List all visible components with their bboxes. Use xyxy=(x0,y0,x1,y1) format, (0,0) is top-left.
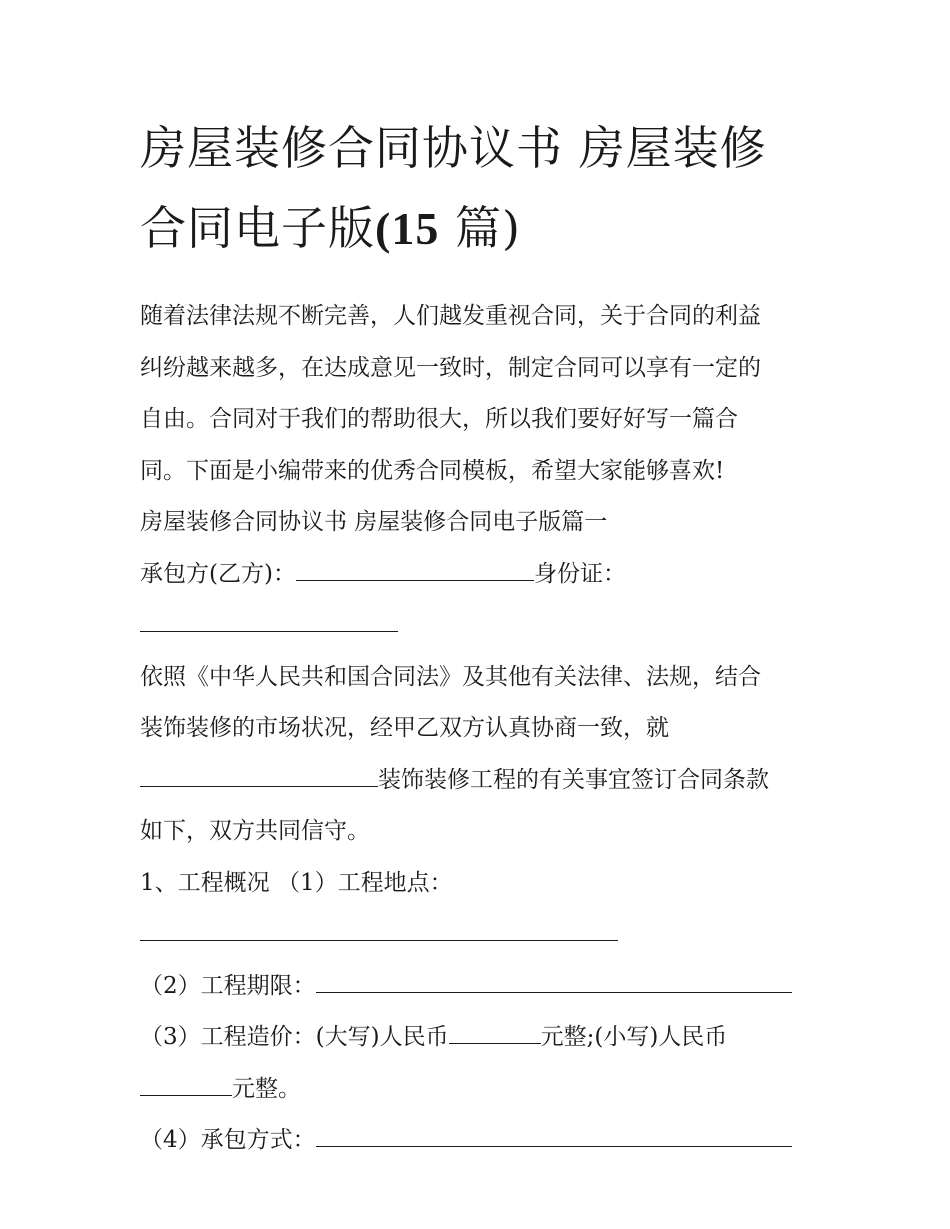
basis-line-1: 依照《中华人民共和国合同法》及其他有关法律、法规，结合 xyxy=(140,663,761,690)
title-line-2: 合同电子版 xyxy=(140,201,375,255)
contract-method-blank xyxy=(316,1123,792,1147)
site-address-blank xyxy=(140,917,618,941)
title-count: (15 xyxy=(375,203,440,254)
basis-line-3-text: 装饰装修工程的有关事宜签订合同条款 xyxy=(378,766,769,793)
contract-method-label: （4）承包方式： xyxy=(140,1127,316,1153)
clause1-item3 xyxy=(140,1012,820,1064)
basis-line-3 xyxy=(140,755,820,807)
contractor-name-blank xyxy=(296,557,534,581)
id-card-line xyxy=(140,600,820,652)
intro-line-1: 随着法律法规不断完善，人们越发重视合同，关于合同的利益 xyxy=(140,303,761,329)
duration-blank xyxy=(316,969,792,993)
clause1-heading: 1、工程概况 （1）工程地点： xyxy=(140,869,453,896)
intro-line-2: 纠纷越来越多，在达成意见一致时，制定合同可以享有一定的 xyxy=(140,354,761,381)
intro-line-4: 同。下面是小编带来的优秀合同模板，希望大家能够喜欢! xyxy=(140,457,725,484)
clause1-item4 xyxy=(140,1115,820,1167)
section-heading: 房屋装修合同协议书 房屋装修合同电子版篇一 xyxy=(140,509,608,535)
document-title xyxy=(140,108,820,269)
clause1-item2 xyxy=(140,961,820,1013)
intro-line-3: 自由。合同对于我们的帮助很大，所以我们要好好写一篇合 xyxy=(140,406,738,432)
cost-lowercase-blank xyxy=(140,1072,232,1096)
duration-label: （2）工程期限： xyxy=(140,972,316,999)
id-card-blank xyxy=(140,608,398,632)
cost-label: （3）工程造价：(大写)人民币 xyxy=(140,1024,449,1050)
basis-line-2: 装饰装修的市场状况，经甲乙双方认真协商一致，就 xyxy=(140,715,669,741)
title-line-1: 房屋装修合同协议书 房屋装修 xyxy=(140,121,767,175)
contractor-label: 承包方(乙方)： xyxy=(140,560,296,587)
cost-middle-text: 元整;(小写)人民币 xyxy=(540,1024,728,1050)
project-name-blank xyxy=(140,763,378,787)
contractor-line xyxy=(140,549,820,601)
title-count-suffix: 篇) xyxy=(454,201,521,255)
document-page xyxy=(140,108,820,1167)
cost-uppercase-blank xyxy=(449,1020,541,1044)
clause1-item3-cont xyxy=(140,1064,820,1116)
site-address-line xyxy=(140,909,820,961)
id-card-label: 身份证： xyxy=(533,560,626,587)
cost-end-text: 元整。 xyxy=(232,1075,301,1102)
basis-line-4: 如下，双方共同信守。 xyxy=(140,818,370,844)
